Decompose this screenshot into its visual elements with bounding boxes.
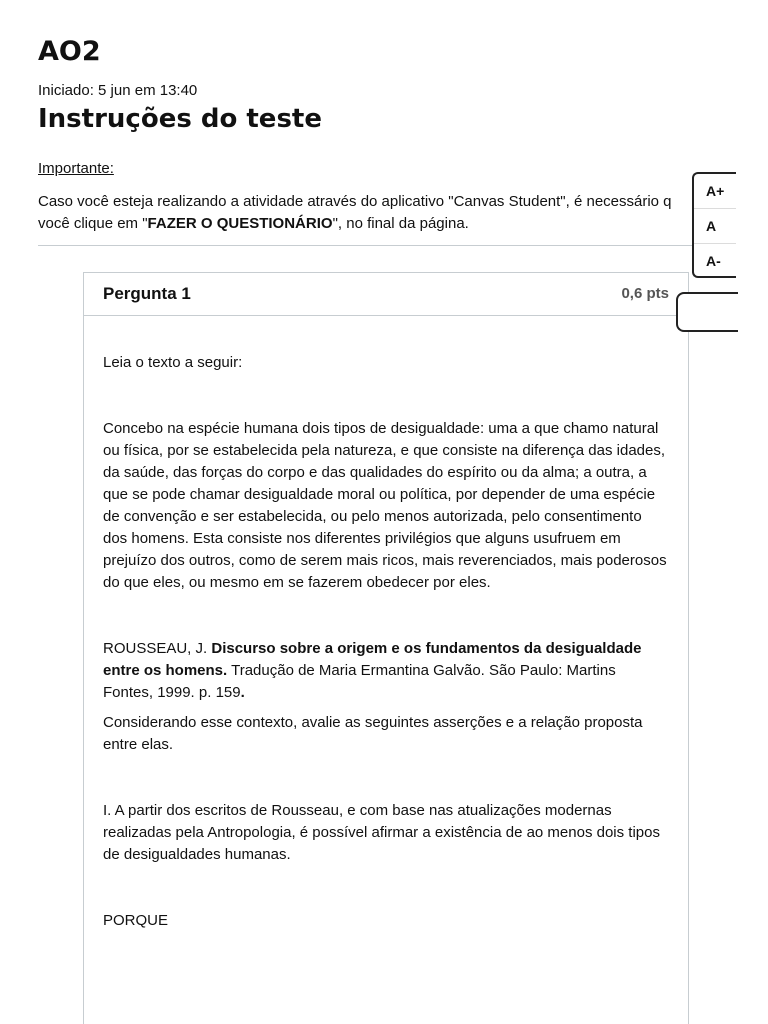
important-label: Importante: [38, 160, 114, 177]
question-prompt: Considerando esse contexto, avalie as seguintes asserções e a relação proposta entre elas. [103, 714, 643, 753]
question-header [84, 273, 688, 316]
side-tab-button[interactable] [676, 292, 738, 332]
question-quote: Concebo na espécie humana dois tipos de desigualdade: uma a que chamo natural ou física, por se estabelecida pela natureza, e que consiste na diferença das idades, da saúde, das forças do corpo e das qualidades do espírito ou da alma; a outra, a que se pode chamar desigualdade moral ou política, por depender de uma espécie de convenção e ser estabelecida, ou pelo menos autorizada, pelo consentimento dos homens. Esta consiste nos diferentes privilégios que alguns usufruem em prejuízo dos outros, como de serem mais ricos, mais reverenciados, mais poderosos do que eles, ou mesmo em se fazerem obedecer por eles. [103, 420, 667, 591]
porque-connector: PORQUE [103, 912, 169, 929]
reference-dot: . [240, 684, 245, 701]
question-reference [103, 638, 669, 704]
question-body [84, 316, 688, 932]
instructions-line-2 [38, 213, 698, 235]
quiz-title: AO2 [38, 36, 101, 67]
instructions-heading: Instruções do teste [38, 104, 322, 134]
question-name: Pergunta 1 [103, 284, 191, 303]
question-points: 0,6 pts [621, 285, 669, 302]
reference-author: ROUSSEAU, J. [103, 640, 212, 657]
question-intro: Leia o texto a seguir: [103, 354, 243, 371]
question-card [83, 272, 689, 1024]
instructions-text [38, 191, 698, 235]
instructions-line-1: Caso você esteja realizando a atividade através do aplicativo "Canvas Student", é necessário q [38, 193, 672, 210]
font-decrease-button[interactable]: A- [706, 253, 721, 269]
assertion-1: I. A partir dos escritos de Rousseau, e com base nas atualizações modernas realizadas pela Antropologia, é possível afirmar a existência de ao menos dois tipos de desigualdades humanas. [103, 802, 660, 863]
reference-details: Tradução de Maria Ermantina Galvão. São Paulo: Martins Fontes, 1999. p. 159 [103, 662, 616, 701]
instructions-text-start: você clique em " [38, 215, 148, 232]
font-increase-button[interactable]: A+ [694, 174, 736, 209]
divider [38, 245, 698, 246]
started-timestamp: Iniciado: 5 jun em 13:40 [38, 82, 198, 99]
font-normal-button[interactable]: A [694, 209, 736, 244]
font-size-controls [692, 172, 736, 278]
reference-title: Discurso sobre a origem e os fundamentos da desigualdade entre os homens. [103, 640, 642, 679]
instructions-text-end: ", no final da página. [332, 215, 469, 232]
instructions-bold-action: FAZER O QUESTIONÁRIO [147, 215, 333, 232]
